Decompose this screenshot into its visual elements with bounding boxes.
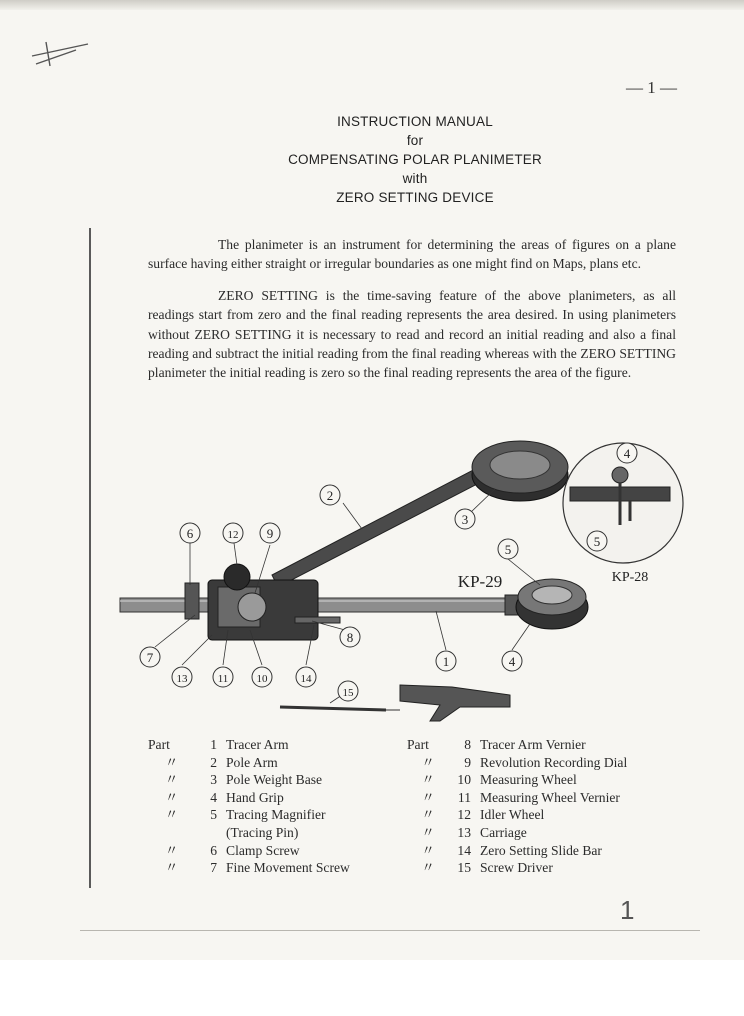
svg-text:6: 6 [186,526,194,541]
parts-row [148,806,350,824]
clamp-screw [185,583,199,619]
model-label-kp29: KP-29 [457,572,503,591]
handwritten-page-mark: 1 [620,895,635,925]
bottom-margin [0,960,744,1016]
inset-callout-5 [587,531,607,551]
part-number: 4 [210,789,217,805]
body-text [148,235,676,395]
svg-text:5: 5 [593,534,601,549]
parts-row [148,789,350,807]
header-line-2: for [406,133,424,148]
ditto-mark: 〃 [421,842,435,858]
callout-14 [296,667,316,687]
callout-15 [338,681,358,701]
parts-row [407,806,627,824]
parts-row [148,842,350,860]
planimeter-figure [100,425,720,725]
callout-5 [498,539,518,559]
parts-row [148,754,350,772]
part-label: Part [407,737,429,752]
part-name: Tracing Magnifier [226,807,326,823]
svg-text:9: 9 [266,526,274,541]
svg-text:8: 8 [346,630,354,645]
page-number: — 1 — [626,78,677,97]
parts-row [407,754,627,772]
svg-text:14: 14 [300,673,312,685]
part-name: (Tracing Pin) [226,824,299,840]
parts-list-right [407,736,627,877]
idler-wheel [224,564,250,590]
part-name: Pole Arm [226,754,278,770]
parts-row [148,771,350,789]
callout-8 [340,627,360,647]
svg-text:3: 3 [461,512,469,527]
ditto-mark: 〃 [421,824,435,840]
svg-text:11: 11 [217,673,229,685]
top-edge [0,0,744,10]
parts-row [148,736,350,754]
part-number: 1 [210,737,217,752]
svg-text:5: 5 [504,542,512,557]
svg-text:13: 13 [176,673,188,685]
callout-2 [320,485,340,505]
svg-text:1: 1 [442,654,450,669]
ditto-mark: 〃 [421,772,435,788]
parts-row [407,842,627,860]
manual-header [250,112,580,207]
callout-13 [172,667,192,687]
bottom-rule [80,930,700,931]
part-name: Zero Setting Slide Bar [480,842,602,858]
header-line-4: with [402,171,428,186]
part-name: Screw Driver [480,860,553,876]
callout-11 [213,667,233,687]
part-number: 2 [210,754,217,770]
ditto-mark: 〃 [421,789,435,805]
part-name: Revolution Recording Dial [480,754,628,770]
part-label: Part [148,737,170,752]
parts-row [148,824,350,842]
svg-text:12: 12 [227,529,239,541]
part-name: Hand Grip [226,789,284,805]
part-number: 7 [210,860,217,876]
screw-driver [280,707,386,710]
part-name: Fine Movement Screw [226,860,350,876]
header-line-1: INSTRUCTION MANUAL [337,114,493,129]
ditto-mark: 〃 [164,842,179,858]
parts-row [407,789,627,807]
parts-list-left [148,736,350,877]
part-number: 15 [457,860,471,876]
ditto-mark: 〃 [421,754,435,770]
ditto-mark: 〃 [164,772,179,788]
part-name: Idler Wheel [480,807,545,823]
callout-12 [223,523,243,543]
callout-3 [455,509,475,529]
svg-text:7: 7 [146,650,154,665]
svg-text:10: 10 [256,673,268,685]
header-line-3: COMPENSATING POLAR PLANIMETER [288,152,542,167]
ditto-mark: 〃 [421,807,435,823]
callout-6 [180,523,200,543]
vernier-tool [400,685,510,721]
callout-7 [140,647,160,667]
ditto-mark: 〃 [164,860,179,876]
inset-callout-4 [617,443,637,463]
part-number: 3 [210,772,217,788]
callout-4 [502,651,522,671]
part-number: 13 [457,824,471,840]
part-number: 11 [457,789,471,805]
margin-line [89,228,91,888]
parts-row [407,824,627,842]
part-number: 12 [457,807,471,823]
parts-row [148,859,350,877]
part-number: 6 [210,842,217,858]
parts-row [407,859,627,877]
part-name: Tracer Arm [226,737,289,752]
ditto-mark: 〃 [164,807,179,823]
parts-row [407,771,627,789]
paragraph-zero-setting: ZERO SETTING is the time-saving feature of the above planimeters, as all readings start from zero and the final reading represents the area desired. In using planimeters without ZERO SETTING it is necessary to read and record an initial reading and also a final reading and subtract the initial reading from the final reading whereas with the ZERO SETTING planimeter the initial reading is zero so the final reading represents the area of the figure. [148,287,676,381]
header-line-5: ZERO SETTING DEVICE [336,190,494,205]
ditto-mark: 〃 [421,860,435,876]
part-number: 14 [457,842,471,858]
part-number: 8 [464,737,471,752]
svg-text:15: 15 [342,687,354,699]
svg-text:4: 4 [623,446,631,461]
part-name: Pole Weight Base [226,772,323,788]
ditto-mark: 〃 [164,754,179,770]
model-label-kp28: KP-28 [611,570,649,585]
part-name: Clamp Screw [226,842,300,858]
part-name: Measuring Wheel [480,772,577,788]
parts-row [407,736,627,754]
callout-9 [260,523,280,543]
part-number: 5 [210,807,217,823]
ditto-mark: 〃 [164,789,179,805]
part-name: Tracer Arm Vernier [480,737,586,752]
svg-text:2: 2 [326,488,334,503]
corner-pencil-mark [28,36,98,76]
svg-text:4: 4 [508,654,516,669]
part-name: Carriage [480,824,527,840]
part-name: Measuring Wheel Vernier [480,789,620,805]
part-number: 9 [464,754,471,770]
callout-10 [252,667,272,687]
paragraph-intro: The planimeter is an instrument for determining the areas of figures on a plane surface having either straight or irregular boundaries as one might find on Maps, plans etc. [148,237,676,272]
part-number: 10 [457,772,471,788]
callout-1 [436,651,456,671]
